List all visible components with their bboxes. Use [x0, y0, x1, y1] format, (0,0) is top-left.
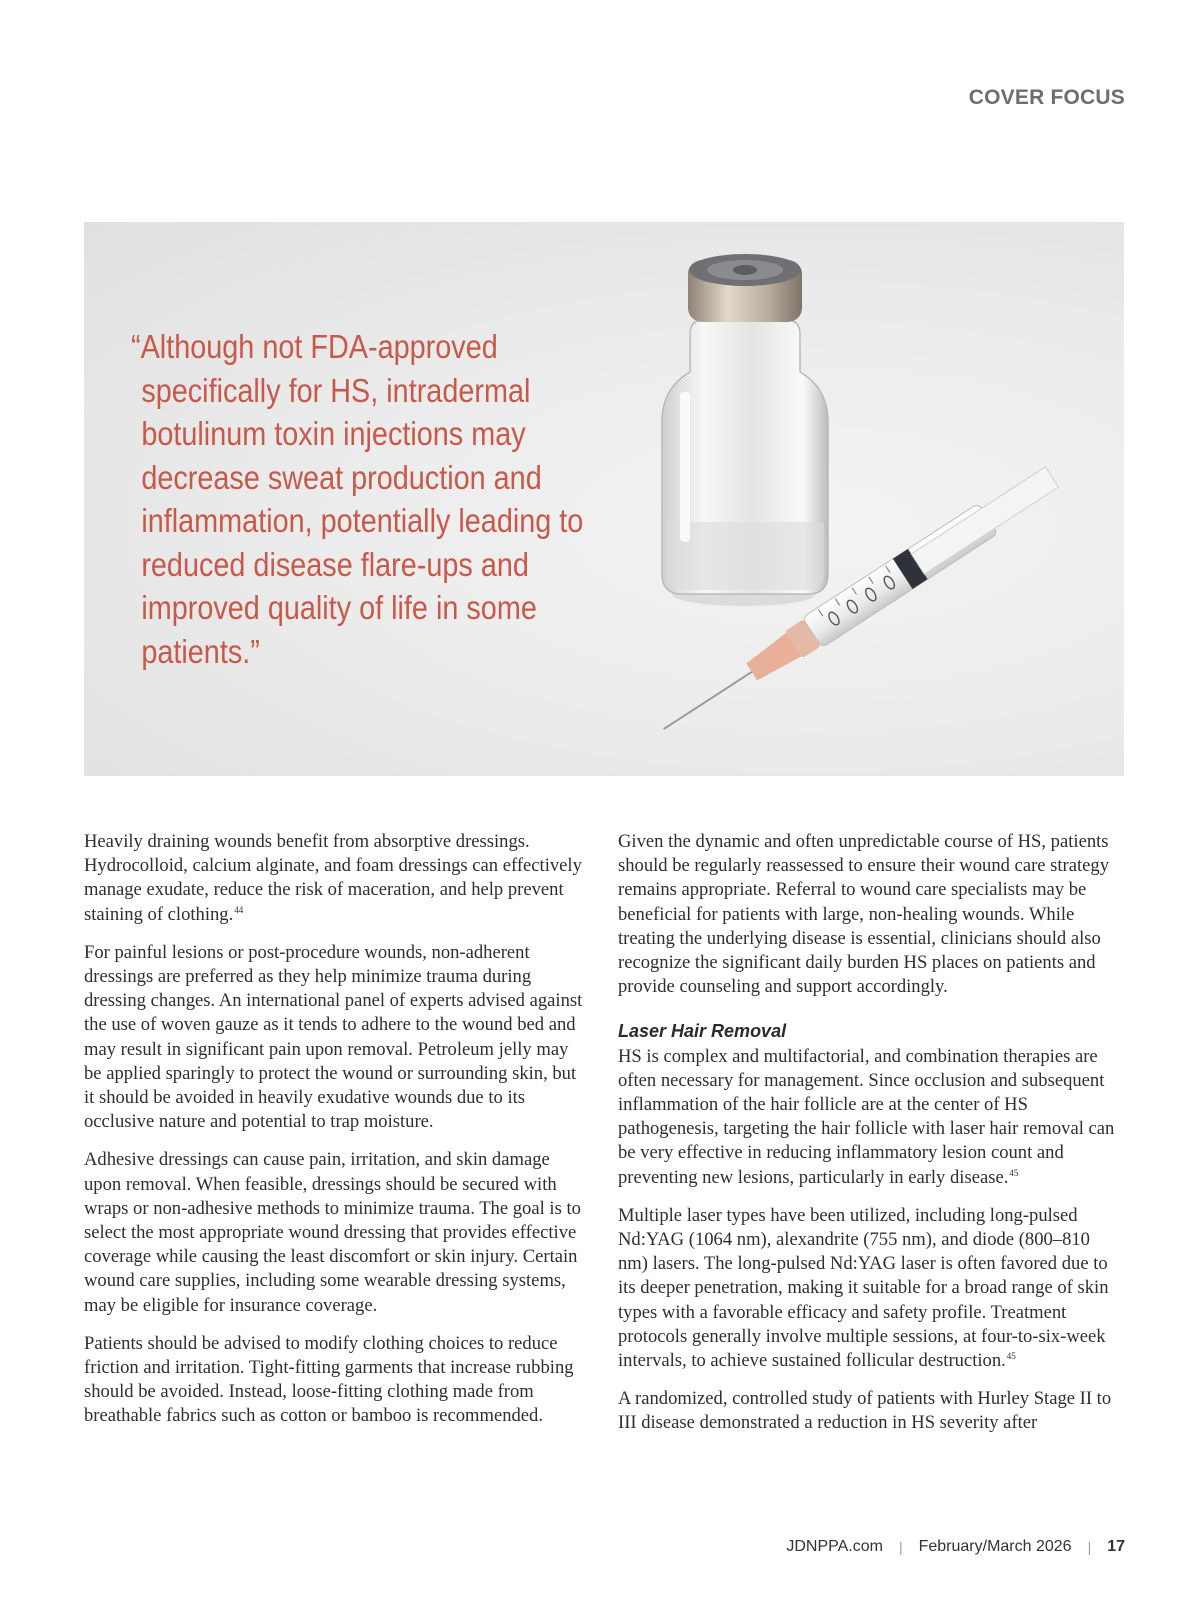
- reference-superscript: 44: [234, 904, 244, 915]
- paragraph: [84, 830, 590, 927]
- paragraph: [618, 1045, 1124, 1190]
- paragraph-text: Adhesive dressings can cause pain, irritation, and skin damage upon removal. When feasible, dressings should be secured with wraps or non-adhesive methods to minimize trauma. The goal is to select the most appropriate wound dressing that provides effective coverage while causing the least discomfort or skin injury. Certain wound care supplies, including some wearable dressing systems, may be eligible for insurance coverage.: [84, 1149, 581, 1316]
- paragraph: [618, 830, 1124, 999]
- reference-superscript: 45: [1006, 1351, 1016, 1362]
- reference-superscript: 45: [1009, 1167, 1019, 1178]
- page-footer: [786, 1538, 1125, 1556]
- right-column: [618, 830, 1124, 1450]
- paragraph: [84, 1332, 590, 1429]
- plunger-rod: [911, 467, 1058, 574]
- paragraph: [618, 1204, 1124, 1373]
- vial: [662, 254, 828, 594]
- left-column: [84, 830, 590, 1443]
- hero-image: [84, 222, 1124, 776]
- paragraph: [84, 941, 590, 1135]
- page-number: 17: [1107, 1538, 1125, 1555]
- paragraph-text: Given the dynamic and often unpredictable course of HS, patients should be regularly reassessed to ensure their wound care strategy remains appropriate. Referral to wound care specialists may be beneficial for patients with large, non-healing wounds. While treating the underlying disease is essential, clinicians should also recognize the significant daily burden HS places on patients and provide counseling and support accordingly.: [618, 831, 1110, 998]
- paragraph-text: Multiple laser types have been utilized, including long-pulsed Nd:YAG (1064 nm), alexandrite (755 nm), and diode (800–810 nm) lasers. The long-pulsed Nd:YAG laser is often favored due to its deeper penetration, making it suitable for a broad range of skin types with a favorable efficacy and safety profile. Treatment protocols generally involve multiple sessions, at four-to-six-week intervals, to achieve sustained follicular destruction.: [618, 1204, 1109, 1372]
- footer-divider: |: [1087, 1539, 1092, 1555]
- paragraph-text: For painful lesions or post-procedure wounds, non-adherent dressings are preferred as they help minimize trauma during dressing changes. An international panel of experts advised against the use of woven gauze as it tends to adhere to the wound bed and may result in significant pain upon removal. Petroleum jelly may be applied sparingly to protect the wound or surrounding skin, but it should be avoided in heavily exudative wounds due to its occlusive nature and potential to trap moisture.: [84, 941, 583, 1133]
- pull-quote: “Although not FDA-approved specifically for HS, intradermal botulinum toxin injections may decrease sweat production and inflammation, potentially leading to reduced disease flare-ups and improved quality of life in some patients.”: [131, 329, 584, 671]
- footer-issue: February/March 2026: [918, 1538, 1072, 1555]
- paragraph: [84, 1148, 590, 1317]
- footer-divider: |: [898, 1539, 903, 1555]
- paragraph-text: HS is complex and multifactorial, and combination therapies are often necessary for management. Since occlusion and subsequent inflammation of the hair follicle are at the center of HS pathogenesis, targeting the hair follicle with laser hair removal can be very effective in reducing inflammatory lesion count and preventing new lesions, particularly in early disease.: [618, 1045, 1115, 1188]
- paragraph-text: Patients should be advised to modify clothing choices to reduce friction and irritation. Tight-fitting garments that increase rubbing should be avoided. Instead, loose-fitting clothing made from breathable fabrics such as cotton or bamboo is recommended.: [84, 1332, 574, 1427]
- paragraph: [618, 1387, 1124, 1435]
- section-label: COVER FOCUS: [968, 86, 1125, 109]
- subheading: Laser Hair Removal: [618, 1021, 787, 1042]
- footer-site-link[interactable]: JDNPPA.com: [786, 1538, 883, 1555]
- paragraph-text: A randomized, controlled study of patients with Hurley Stage II to III disease demonstrated a reduction in HS severity after: [618, 1388, 1112, 1434]
- needle: [664, 672, 752, 729]
- paragraph-text: Heavily draining wounds benefit from absorptive dressings. Hydrocolloid, calcium alginate, and foam dressings can effectively manage exudate, reduce the risk of maceration, and help prevent staining of clothing.: [84, 831, 582, 925]
